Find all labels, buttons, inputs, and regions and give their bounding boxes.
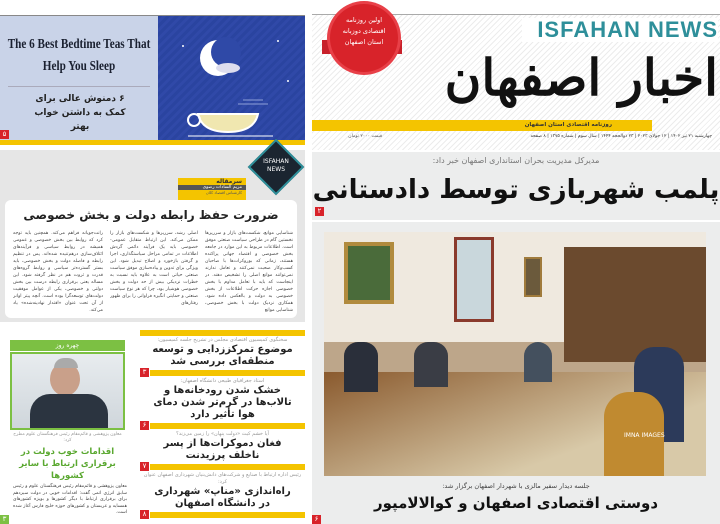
profile-photo — [10, 352, 125, 430]
divider — [8, 86, 150, 87]
top-story-headline: پلمب شهربازی توسط دادستانی — [312, 175, 720, 205]
divider — [150, 423, 305, 429]
photo-watermark: IMNA IMAGES — [624, 432, 665, 439]
photo-story-kicker: جلسه دیدار سفیر مالزی با شهردار اصفهان برگزار شد: — [442, 482, 590, 490]
page-number: ۲ — [315, 207, 324, 216]
moon-tea-cup-icon — [158, 16, 305, 141]
profile-story[interactable] — [0, 330, 130, 524]
editorial-column: رانت‌جویانه فراهم می‌کند. همچنین باید توجه کرد که روابط بین بخش خصوصی و عمومی همیشه در روابط سیاسی و فرآیندهای ائتلاف‌سازی درهم‌تنیده شده‌اند. پس در تنظیم رابطه و فاصله دولت و بخش خصوصی، باید بستر گسترده‌تر سیاسی و روابط گروه‌های قدرت و ثروت هم در نظر گرفته شود. این مساله یعنی برقراری رابطه درست بین بخش دولتی و خصوصی، یکی از عوامل موفقیت دولت‌های توسعه‌گرا بوده است. آنچه پیتر اوانز از آن تحت عنوان «اقتدار نهادینه‌شده» یاد می‌کند. — [13, 231, 103, 313]
logo-latin: ISFAHAN NEWS — [522, 18, 718, 42]
profile-body: معاون پژوهشی و قائم‌مقام رئیس فرهنگستان علوم و رئیس سابق انرژی اتمی گفت: اقدامات خوبی در دولت سیزدهم برای برقراری ارتباط با دیگر کشورها و بویژه کشورهای همسایه و عربستان و کشورهای حوزه خلیج فارس آغاز شده است. — [13, 484, 127, 515]
page-number: ۸ — [140, 510, 149, 519]
author: مریم السادات رضوی — [178, 185, 246, 190]
logo-persian: اخبار اصفهان — [444, 48, 718, 107]
brief-headline: خشک شدن رودخانه‌ها و تالاب‌ها در گرم‌تر شدن دمای هوا تأثیر دارد — [153, 385, 292, 420]
tea-title-en: The 6 Best Bedtime Teas That Help You Sleep — [7, 37, 151, 74]
brief-kicker: رئیس اداره ارتباط با صنایع و شرکت‌های دانش‌بنیان شهرداری اصفهان عنوان کرد: — [143, 472, 302, 485]
page-number: ۳ — [0, 515, 9, 524]
brief-item[interactable] — [140, 378, 305, 431]
brief-item[interactable] — [140, 337, 305, 378]
editorial-card — [5, 200, 297, 318]
meeting-photo — [324, 232, 706, 476]
editorial-column: اصلی رشد، سرریزها و شکست‌های بازار را ممکن می‌کند. این ارتباط متقابل عمومی-خصوصی باید یک فرآیند دائمی گردش اطلاعات در تمامی مراحل سیاستگذاری، اجرا و گرفتن بازخورد و اصلاح تبدیل شود. این ویژگی برای تدوین و پیاده‌سازی موفق سیاست صنعتی حیاتی است به علاوه باید نسبت به خطرات نزدیکی بیش از حد دولت و بخش خصوصی هوشیار بود، چرا که هر نوع سیاست صنعتی و حمایتی انگیزه فراوانی را برای ظهور رفتارهای — [110, 231, 198, 306]
dateline: چهارشنبه ۲۱ تیر ۱۴۰۲ | ۱۲ جولای ۲۰۲۳ | ۲۳ ذوالحجه ۱۴۴۴ | سال سوم | شماره ۱۳۷۵ | ۸ صفحه — [530, 134, 712, 139]
briefs-column — [140, 330, 305, 524]
brief-kicker: سخنگوی کمیسیون اقتصادی مجلس در تشریح جلسه کمیسیون: — [157, 337, 288, 343]
page-number: ۶ — [312, 515, 321, 524]
profile-caption: معاون پژوهشی و قائم‌مقام رئیس فرهنگستان علوم مطرح کرد: — [13, 432, 122, 443]
brief-kicker: آیا خشم کیث «دولت پنهان» را زمین می‌زند؟ — [176, 431, 269, 437]
divider — [150, 370, 305, 376]
top-story-kicker: مدیرکل مدیریت بحران استانداری اصفهان خبر داد: — [432, 156, 600, 165]
editorial-column: شناسایی موانع، شکست‌های بازار و سرریزها نخستین گام در طراحی سیاست صنعتی موفق است. اطلاعات مربوط به این موارد در جامعه بخش خصوصی و اقتصاد جهانی پراکنده هستند، زمانی که بوروکرات‌ها با صاحبان کسب‌وکار صحبت نمی‌کنند و تعامل ندارند نمی‌توانند موانع اصلی را تشخیص دهند. در اینجاست که باید با تعامل مداوم با بخش خصوصی اجازه حرکت اطلاعات از بخش خصوصی به دولت و بالعکس داده شود. همکاری نزدیک دولت با بخش خصوصی، شناسایی موانع — [205, 231, 293, 313]
page-number: ۵ — [0, 130, 9, 139]
top-story[interactable] — [312, 152, 720, 220]
page-number: ۷ — [140, 462, 149, 471]
tagline: روزنامه اقتصادی استان اصفهان — [524, 122, 612, 128]
divider — [150, 464, 305, 470]
photo-story-headline: دوستی اقتصادی اصفهان و کوالالامپور — [373, 494, 659, 512]
brief-headline: موضوع تمرکززدایی و توسعه منطقه‌ای بررسی شد — [152, 344, 293, 367]
tagline-bar — [312, 120, 652, 131]
brief-item[interactable] — [140, 431, 305, 472]
brief-headline: راه‌اندازی «مناپ» شهرداری در دانشگاه اصفهان — [154, 486, 291, 509]
photo-story[interactable] — [312, 222, 720, 524]
divider — [140, 330, 305, 336]
page-number: ۳ — [140, 368, 149, 377]
editorial-headline: ضرورت حفظ رابطه دولت و بخش خصوصی — [23, 208, 279, 222]
divider — [150, 512, 305, 518]
author-role: کارشناس اقتصاد کلان — [205, 190, 242, 195]
profile-label: چهره روز — [10, 340, 125, 351]
page-number: ۶ — [140, 421, 149, 430]
price: قیمت ۲۰۰۰ تومان — [348, 134, 382, 139]
profile-headline: اقدامات خوب دولت در برقراری ارتباط با سایر کشورها — [19, 447, 116, 481]
logo-text: ISFAHAN NEWS — [263, 158, 289, 173]
section-label: سرمقاله — [216, 178, 242, 185]
editorial-label — [178, 178, 246, 200]
badge: اولین روزنامه اقتصادی دوزبانه استان اصفهان — [330, 4, 398, 72]
brief-kicker: استاد جغرافیای طبیعی دانشگاه اصفهان: — [180, 378, 265, 384]
editorial-section — [0, 150, 305, 322]
brief-headline: فغان دموکرات‌ها از پسر ناخلف پرزیدنت — [163, 438, 282, 461]
brief-item[interactable] — [140, 472, 305, 520]
divider — [0, 140, 305, 145]
tea-feature-text-panel — [0, 16, 158, 141]
tea-title-fa: ۶ دمنوش عالی برای کمک به داشتن خواب بهتر — [34, 94, 126, 132]
tea-feature[interactable] — [0, 15, 305, 140]
